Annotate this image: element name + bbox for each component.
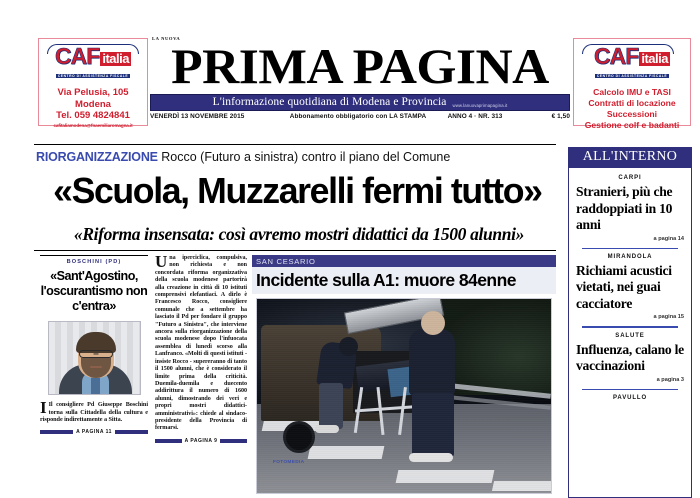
inside-separator xyxy=(582,326,678,327)
mid-story-page-ref[interactable] xyxy=(155,438,247,444)
left-story-title[interactable]: «Sant'Agostino, l'oscurantismo non c'entra» xyxy=(40,269,148,313)
issue-number: ANNO 4 · NR. 313 xyxy=(447,113,503,120)
photo-credit: FOTOMEDIA xyxy=(273,460,305,465)
page-ref-bar-right xyxy=(115,430,148,434)
inside-sidebar-header: ALL'INTERNO xyxy=(568,147,692,168)
caf-logo-left xyxy=(44,43,142,70)
inside-item-title[interactable]: Stranieri, più che raddoppiati in 10 anni xyxy=(576,184,673,232)
lead-kicker-strong: RIORGANIZZAZIONE xyxy=(36,150,158,164)
masthead xyxy=(150,36,570,120)
inside-item-page-ref: a pagina 15 xyxy=(653,314,684,321)
inside-item-carpi[interactable] xyxy=(576,175,684,242)
ad-left-line1: Via Pelusia, 105 xyxy=(57,87,129,98)
mid-story-page-label: A PAGINA 9 xyxy=(184,437,218,444)
inside-item-kicker: PAVULLO xyxy=(612,395,648,402)
inside-item-page-ref: a pagina 3 xyxy=(656,376,684,383)
lead-rule-bottom xyxy=(34,250,556,251)
caf-wordmark: CAF xyxy=(594,43,639,69)
masthead-info-row xyxy=(150,113,570,120)
inside-item-page-ref: a pagina 14 xyxy=(653,235,684,242)
left-story-body xyxy=(40,398,148,424)
masthead-website-url[interactable]: www.lanuovaprimapagina.it xyxy=(452,103,508,108)
masthead-row xyxy=(0,0,700,144)
lead-kicker-rest: Rocco (Futuro a sinistra) contro il piano del Comune xyxy=(161,150,451,164)
photo-story-title[interactable]: Incidente sulla A1: muore 84enne xyxy=(252,267,556,294)
page-ref-bar-left xyxy=(155,439,182,443)
inside-item-kicker: SALUTE xyxy=(615,332,645,339)
portrait-glasses-icon xyxy=(79,350,113,358)
caf-logo-right xyxy=(579,43,685,70)
ad-caf-left[interactable] xyxy=(38,38,148,126)
ad-left-email[interactable]: cafitaliamodena@fnaemiliaromagna.it xyxy=(53,122,133,128)
inside-item-pavullo[interactable] xyxy=(576,395,684,401)
ad-left-line2: Modena xyxy=(75,98,111,110)
caf-italia-wordmark: italia xyxy=(641,50,668,66)
left-story-dropcap: I xyxy=(40,398,47,417)
portrait-mouth xyxy=(90,366,102,368)
ad-caf-right[interactable] xyxy=(573,38,691,130)
page-title: PRIMA PAGINA xyxy=(171,38,549,94)
lead-subhead: «Riforma insensata: così avremo mostri didattici da 1500 alunni» xyxy=(73,224,525,244)
inside-separator xyxy=(582,248,678,249)
left-story-text: Il consigliere Pd Giuseppe Boschini torna sulla Cittadella della cultura e risponde indirettamente a Sitta. xyxy=(40,401,148,424)
inside-item-kicker: CARPI xyxy=(618,175,642,181)
ad-right-line3: Successioni xyxy=(606,109,658,119)
caf-italia-wordmark: italia xyxy=(102,50,129,66)
inside-item-title[interactable]: Richiami acustici vietati, nei guai cacciatore xyxy=(576,262,672,311)
mid-story-body xyxy=(155,252,247,433)
photo-story[interactable] xyxy=(252,255,556,491)
left-story-kicker: BOSCHINI (PD) xyxy=(66,259,122,265)
inside-sidebar xyxy=(568,147,692,493)
mid-story-dropcap: U xyxy=(155,252,168,271)
caf-wordmark: CAF xyxy=(55,43,100,69)
publication-date: VENERDÌ 13 NOVEMBRE 2015 xyxy=(150,113,245,120)
ad-right-line1: Calcolo IMU e TASI xyxy=(593,87,671,97)
boschini-portrait-photo xyxy=(48,321,141,395)
lead-kicker xyxy=(36,150,561,165)
cover-price: € 1,50 xyxy=(551,113,570,120)
masthead-kicker: LA NUOVA xyxy=(152,36,181,41)
ad-right-line2: Contratti di locazione xyxy=(588,98,676,108)
inside-sidebar-body xyxy=(568,168,692,498)
inside-item-kicker: MIRANDOLA xyxy=(607,253,653,260)
lead-headline[interactable]: «Scuola, Muzzarelli fermi tutto» xyxy=(53,170,542,211)
masthead-strip xyxy=(150,94,570,111)
lead-rule-top xyxy=(34,144,556,145)
left-story[interactable] xyxy=(40,255,148,490)
inside-separator xyxy=(582,389,678,390)
caf-subtitle: CENTRO DI ASSISTENZA FISCALE xyxy=(596,74,668,78)
page-ref-bar-left xyxy=(40,430,73,434)
photo-story-location-band: SAN CESARIO xyxy=(252,255,556,267)
left-story-page-label: A PAGINA 11 xyxy=(76,428,112,435)
ad-left-line3: Tel. 059 4824841 xyxy=(56,110,130,121)
mid-story[interactable] xyxy=(155,252,247,490)
highway-accident-photo xyxy=(256,298,552,494)
page-ref-bar-right xyxy=(220,439,247,443)
masthead-tagline: L'informazione quotidiana di Modena e Provincia xyxy=(212,95,447,108)
inside-item-mirandola[interactable] xyxy=(576,254,684,321)
ad-right-line4: Gestione colf e badanti xyxy=(584,120,680,130)
mid-story-text: na iperciclica, compulsiva, non richiesta e non concordata riforma organizzativa della scuola modenese partorirà alla creazione in città di 10 istituti comprensivi elefantiaci. A dirlo è Francesco Rocco, consigliere comunale che a settembre ha lasciato il Pd per fondare il gruppo "Futuro a Sinistra", che interviene ancora sulla riorganizzazione della scuola modenese dopo l'infuocata assemblea di lunedì scorso alla Lanfranco. «Molti di questi istituti - insiste Rocco - supereranno di tanto il 1500 alunni, che è considerato il limite prima della criticità. Duemila-duemila e duecento addirittura il numero di 1600 alunni, dimostrando dei veri e propri mostri didattici-amministrativi»: chiede al sindaco-presidente della Provincia di fermarsi. xyxy=(155,255,247,432)
inside-item-salute[interactable] xyxy=(576,333,684,383)
inside-item-title[interactable]: Influenza, calano le vaccinazioni xyxy=(576,341,684,374)
subscription-note: Abbonamento obbligatorio con LA STAMPA xyxy=(289,113,427,120)
caf-subtitle: CENTRO DI ASSISTENZA FISCALE xyxy=(57,74,129,78)
left-story-page-ref[interactable] xyxy=(40,429,148,435)
left-story-rule xyxy=(40,255,148,256)
